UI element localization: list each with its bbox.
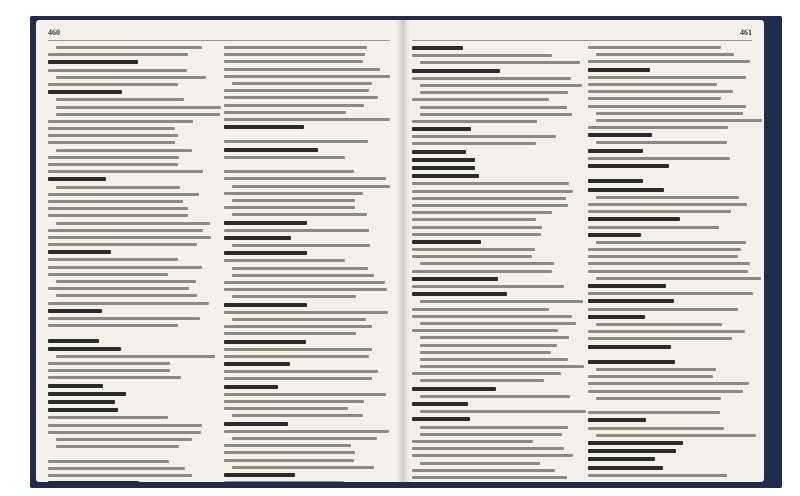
text-line: [588, 172, 754, 175]
text-line: [596, 323, 722, 326]
text-line: [56, 438, 192, 441]
text-line: [224, 118, 390, 121]
text-line: [420, 300, 583, 303]
text-line: [420, 365, 584, 368]
text-line: [56, 98, 184, 101]
book-gutter: [396, 20, 410, 482]
text-line: [412, 182, 569, 185]
text-line: [224, 303, 307, 307]
left-column-2: [224, 46, 390, 472]
text-line: [588, 126, 728, 129]
left-running-head: [48, 26, 390, 41]
text-line: [224, 481, 344, 482]
text-line: [48, 481, 139, 482]
text-line: [588, 299, 674, 303]
text-line: [420, 426, 568, 429]
text-line: [48, 127, 175, 130]
text-line: [224, 325, 372, 328]
text-line: [588, 474, 727, 477]
text-line: [48, 229, 203, 232]
text-line: [224, 156, 345, 159]
text-line: [224, 221, 307, 225]
text-line: [596, 368, 716, 371]
text-line: [48, 170, 203, 173]
text-line: [224, 68, 380, 71]
text-line: [224, 170, 354, 173]
text-line: [588, 255, 738, 258]
text-line: [412, 315, 572, 318]
text-line: [420, 84, 582, 87]
text-line: [412, 46, 463, 50]
text-line: [596, 53, 734, 56]
text-line: [48, 90, 122, 94]
text-line: [420, 395, 570, 398]
text-line: [412, 308, 549, 311]
text-line: [588, 97, 721, 100]
text-line: [588, 345, 671, 349]
text-line: [588, 179, 643, 183]
left-folio: 460: [48, 28, 60, 37]
text-line: [420, 462, 540, 465]
text-line: [48, 331, 214, 334]
text-line: [588, 360, 675, 364]
text-line: [412, 454, 573, 457]
text-line: [588, 330, 745, 333]
text-line: [224, 229, 369, 232]
text-line: [588, 248, 741, 251]
text-line: [588, 308, 738, 311]
text-line: [232, 267, 368, 270]
right-column-1: [412, 46, 578, 472]
text-line: [588, 149, 643, 153]
text-line: [48, 258, 178, 261]
text-line: [588, 68, 650, 72]
text-line: [224, 236, 291, 240]
text-line: [588, 233, 641, 237]
text-line: [588, 226, 719, 229]
text-line: [588, 164, 669, 168]
text-line: [56, 76, 206, 79]
text-line: [224, 422, 288, 426]
text-line: [412, 292, 507, 296]
text-line: [56, 113, 220, 116]
text-line: [412, 387, 496, 391]
text-line: [420, 91, 568, 94]
text-line: [596, 196, 739, 199]
text-line: [412, 166, 475, 170]
text-line: [412, 285, 564, 288]
text-line: [412, 120, 537, 123]
text-line: [48, 83, 178, 86]
text-line: [224, 259, 345, 262]
text-line: [588, 418, 646, 422]
text-line: [420, 351, 551, 354]
text-line: [588, 203, 747, 206]
text-line: [232, 466, 374, 469]
text-line: [224, 430, 389, 433]
text-line: [420, 358, 568, 361]
text-line: [224, 393, 386, 396]
text-line: [56, 106, 221, 109]
text-line: [588, 105, 746, 108]
text-line: [224, 111, 346, 114]
text-line: [412, 218, 536, 221]
text-line: [420, 410, 586, 413]
text-line: [588, 441, 683, 445]
text-line: [420, 344, 557, 347]
text-line: [48, 467, 185, 470]
text-line: [588, 315, 645, 319]
text-line: [412, 226, 542, 229]
text-line: [420, 262, 554, 265]
text-line: [48, 347, 121, 351]
text-line: [56, 280, 196, 283]
text-line: [48, 309, 102, 313]
text-line: [56, 46, 202, 49]
text-line: [224, 133, 390, 136]
text-line: [224, 125, 304, 129]
text-line: [412, 54, 552, 57]
text-line: [588, 404, 754, 407]
text-line: [588, 375, 713, 378]
text-line: [56, 294, 197, 297]
text-line: [224, 332, 356, 335]
text-line: [596, 241, 746, 244]
text-line: [588, 382, 749, 385]
text-line: [56, 186, 180, 189]
text-line: [56, 222, 210, 225]
text-line: [412, 372, 561, 375]
text-line: [588, 188, 664, 192]
text-line: [48, 362, 170, 365]
text-line: [232, 414, 363, 417]
text-line: [224, 348, 372, 351]
text-line: [48, 400, 115, 404]
text-line: [48, 317, 200, 320]
text-line: [596, 434, 756, 437]
text-line: [232, 82, 372, 85]
text-line: [224, 140, 368, 143]
text-line: [48, 460, 169, 463]
text-line: [224, 177, 386, 180]
text-line: [224, 281, 385, 284]
text-line: [420, 379, 544, 382]
text-line: [588, 270, 748, 273]
text-line: [412, 158, 475, 162]
text-line: [224, 407, 348, 410]
text-line: [412, 77, 571, 80]
right-running-head: [412, 26, 752, 41]
text-line: [412, 190, 573, 193]
text-line: [48, 163, 178, 166]
text-line: [232, 274, 374, 277]
text-line: [224, 311, 388, 314]
text-line: [232, 185, 390, 188]
text-line: [420, 106, 567, 109]
text-line: [48, 273, 168, 276]
text-line: [588, 46, 721, 49]
text-line: [48, 207, 188, 210]
text-line: [412, 127, 471, 131]
text-line: [48, 376, 181, 379]
text-line: [412, 476, 567, 479]
text-line: [224, 60, 363, 63]
text-line: [48, 324, 178, 327]
text-line: [588, 411, 720, 414]
text-line: [412, 329, 558, 332]
text-line: [412, 69, 500, 73]
text-line: [412, 135, 556, 138]
right-folio: 461: [740, 28, 752, 37]
text-line: [48, 250, 111, 254]
text-line: [48, 193, 199, 196]
text-line: [48, 134, 178, 137]
text-line: [48, 200, 183, 203]
text-line: [420, 336, 569, 339]
text-line: [224, 370, 378, 373]
text-line: [588, 262, 750, 265]
text-line: [412, 255, 532, 258]
text-line: [412, 197, 566, 200]
text-line: [412, 248, 535, 251]
text-line: [588, 337, 732, 340]
text-line: [56, 445, 179, 448]
text-line: [412, 270, 552, 273]
text-line: [48, 416, 168, 419]
text-line: [224, 46, 367, 49]
text-line: [412, 240, 481, 244]
text-line: [48, 302, 209, 305]
text-line: [224, 377, 372, 380]
text-line: [596, 141, 727, 144]
text-line: [412, 402, 468, 406]
text-line: [232, 318, 366, 321]
text-line: [412, 440, 533, 443]
text-line: [224, 340, 306, 344]
text-line: [48, 156, 179, 159]
text-line: [48, 287, 189, 290]
text-line: [412, 447, 564, 450]
text-line: [224, 385, 278, 389]
text-line: [48, 69, 187, 72]
text-line: [588, 83, 717, 86]
text-line: [48, 53, 188, 56]
text-line: [48, 452, 214, 455]
text-line: [56, 355, 215, 358]
text-line: [224, 451, 355, 454]
text-line: [412, 142, 536, 145]
text-line: [48, 431, 201, 434]
text-line: [588, 353, 754, 356]
text-line: [48, 236, 211, 239]
text-line: [420, 322, 576, 325]
text-line: [588, 292, 753, 295]
text-line: [588, 217, 680, 221]
text-line: [48, 177, 106, 181]
text-line: [412, 174, 479, 178]
text-line: [48, 243, 197, 246]
text-line: [224, 288, 387, 291]
text-line: [224, 104, 364, 107]
text-line: [412, 211, 552, 214]
text-line: [588, 449, 676, 453]
text-line: [48, 369, 170, 372]
text-line: [48, 266, 202, 269]
text-line: [48, 339, 99, 343]
text-line: [48, 392, 126, 396]
text-line: [224, 355, 369, 358]
text-line: [48, 474, 192, 477]
text-line: [588, 76, 746, 79]
text-line: [48, 141, 175, 144]
text-line: [48, 384, 103, 388]
right-column-2: [588, 46, 754, 472]
text-line: [56, 149, 192, 152]
text-line: [588, 157, 730, 160]
text-line: [48, 120, 193, 123]
text-line: [232, 199, 355, 202]
text-line: [224, 163, 390, 166]
text-line: [588, 90, 733, 93]
text-line: [420, 61, 580, 64]
text-line: [588, 466, 663, 470]
text-line: [412, 98, 549, 101]
text-line: [224, 206, 355, 209]
text-line: [224, 96, 378, 99]
text-line: [412, 277, 498, 281]
text-line: [48, 408, 118, 412]
text-line: [48, 60, 138, 64]
text-line: [412, 233, 541, 236]
left-column-1: [48, 46, 214, 472]
text-line: [588, 427, 724, 430]
text-line: [588, 133, 652, 137]
text-line: [588, 481, 754, 482]
text-line: [224, 148, 318, 152]
text-line: [420, 433, 562, 436]
text-line: [588, 284, 666, 288]
text-line: [224, 473, 295, 477]
text-line: [232, 213, 367, 216]
text-line: [224, 75, 390, 78]
text-line: [596, 277, 761, 280]
text-line: [412, 150, 466, 154]
right-page: [402, 20, 764, 482]
text-line: [420, 113, 572, 116]
text-line: [224, 251, 307, 255]
text-line: [224, 89, 369, 92]
text-line: [224, 53, 365, 56]
text-line: [412, 417, 470, 421]
text-line: [224, 400, 364, 403]
text-line: [588, 457, 655, 461]
text-line: [232, 244, 370, 247]
text-line: [232, 295, 356, 298]
left-page: [36, 20, 402, 482]
text-line: [588, 210, 731, 213]
text-line: [412, 469, 555, 472]
text-line: [596, 112, 743, 115]
text-line: [596, 397, 721, 400]
text-line: [588, 390, 743, 393]
text-line: [412, 204, 568, 207]
text-line: [224, 362, 290, 366]
text-line: [596, 119, 762, 122]
text-line: [48, 424, 202, 427]
text-line: [224, 192, 363, 195]
text-line: [232, 437, 377, 440]
text-line: [224, 444, 351, 447]
text-line: [224, 459, 354, 462]
text-line: [48, 214, 188, 217]
text-line: [588, 60, 750, 63]
